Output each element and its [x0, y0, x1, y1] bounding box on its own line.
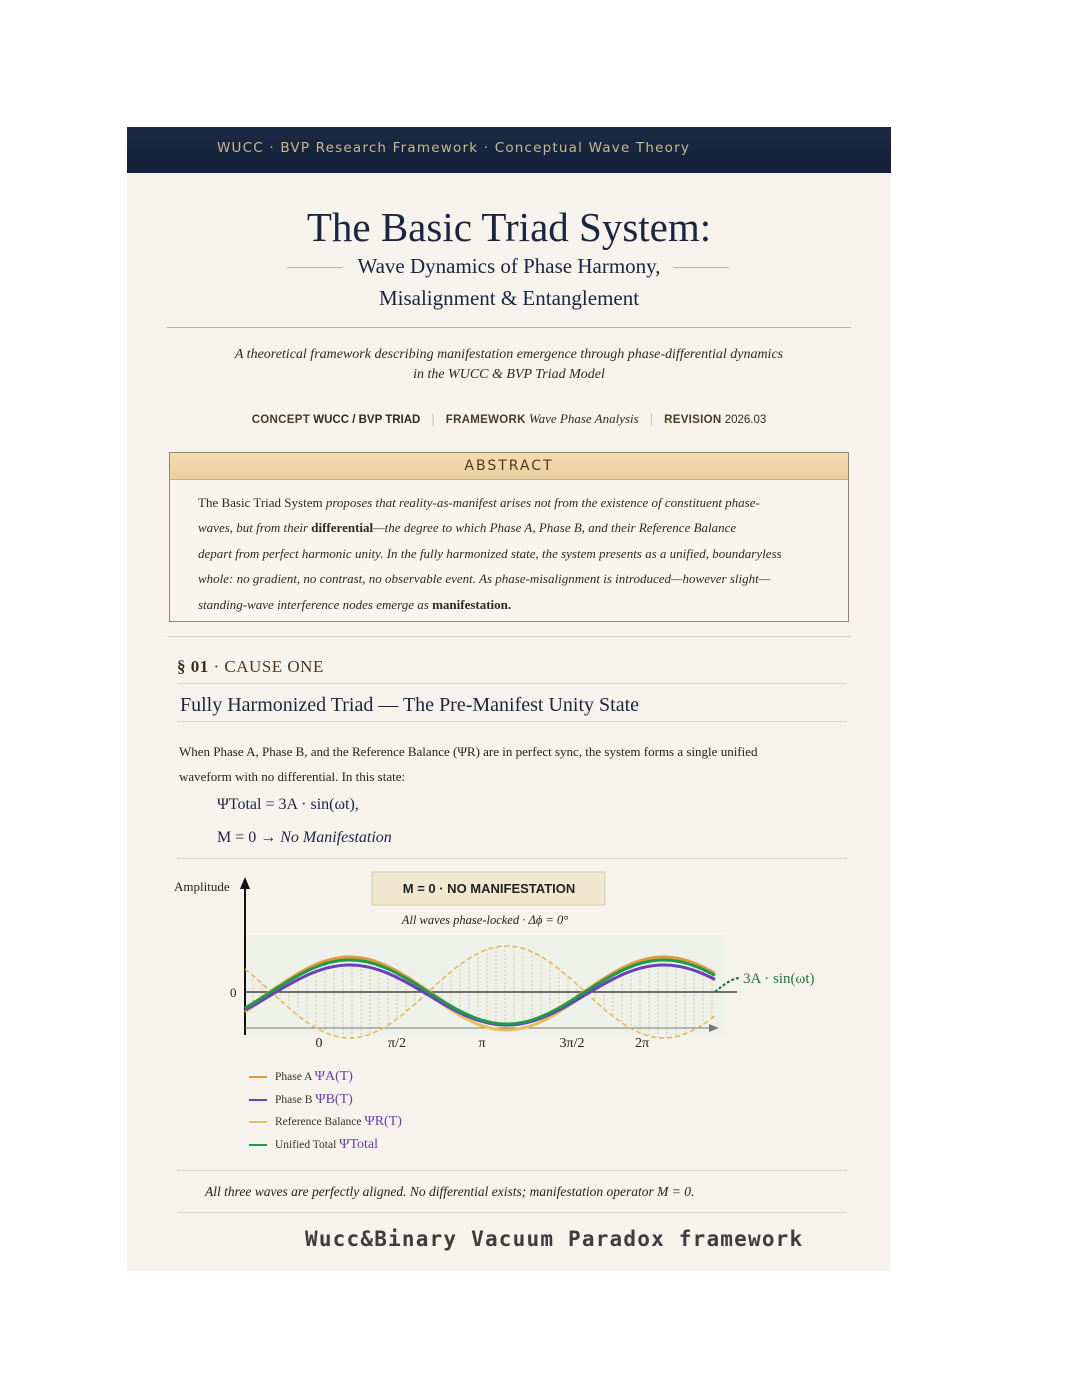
- page-title: The Basic Triad System:: [306, 204, 712, 250]
- abstract-text: waves, but from their: [198, 520, 312, 536]
- paragraph-line: When Phase A, Phase B, and the Reference Balance (ΨR) are in perfect sync, the system forms a single unified: [179, 744, 758, 759]
- legend-symbol: ΨR(T): [364, 1114, 402, 1129]
- revision-label: REVISION: [664, 414, 722, 426]
- caption-rule-bottom: [177, 1212, 847, 1213]
- legend-swatch: [249, 1076, 267, 1078]
- legend-symbol: ΨB(T): [315, 1091, 353, 1107]
- section-number: § 01: [177, 657, 209, 676]
- meta-line: CONCEPT WUCC / BVP TRIAD | FRAMEWORK Wave Phase Analysis | REVISION 2026.03: [251, 411, 767, 426]
- legend-swatch: [249, 1099, 267, 1101]
- subtitle-line-1: Wave Dynamics of Phase Harmony,: [357, 254, 661, 278]
- abstract-emphasis: manifestation.: [432, 596, 512, 612]
- x-tick-label: 3π/2: [559, 1036, 585, 1051]
- legend-swatch: [249, 1121, 267, 1123]
- legend-label: Phase A: [275, 1071, 315, 1083]
- legend-symbol: ΨA(T): [314, 1069, 353, 1084]
- abstract-term: The Basic Triad System: [198, 495, 323, 510]
- equation-total: ΨTotal = 3A · sin(ωt),: [217, 796, 359, 813]
- abstract-text: proposes that reality-as-manifest arises not from the existence of constituent phase-: [322, 495, 760, 510]
- legend-label: Phase B: [275, 1093, 316, 1106]
- paragraph-line: waveform with no differential. In this state:: [179, 769, 406, 784]
- figure-caption: All three waves are perfectly aligned. No differential exists; manifestation operator M = 0.: [205, 1184, 695, 1199]
- x-tick-label: 0: [315, 1036, 323, 1051]
- chart-title: M = 0 · NO MANIFESTATION: [402, 881, 576, 896]
- revision-value: 2026.03: [724, 414, 767, 426]
- y-axis-arrow-icon: [240, 877, 250, 889]
- abstract-text: depart from perfect harmonic unity. In the fully harmonized state, the system presents as a unified, boundaryless: [198, 545, 782, 561]
- section-sep: ·: [208, 657, 225, 676]
- y-axis-label: Amplitude: [174, 879, 230, 894]
- caption-rule-top: [177, 1170, 847, 1171]
- wave-chart: [127, 127, 891, 1087]
- y-tick-zero: 0: [230, 985, 237, 1000]
- x-tick-labels: [316, 1036, 650, 1051]
- abstract-text: —the degree to which Phase A, Phase B, and their Reference Balance: [373, 520, 737, 536]
- concept-value: WUCC / BVP TRIAD: [313, 414, 421, 426]
- abstract-text: whole: no gradient, no contrast, no observable event. As phase-misalignment is introduced—however slight—: [198, 571, 771, 587]
- framework-value: Wave Phase Analysis: [528, 411, 639, 426]
- x-tick-label: 2π: [634, 1036, 650, 1051]
- equation-lhs: M = 0 →: [217, 829, 281, 846]
- section-title: Fully Harmonized Triad — The Pre-Manifest Unity State: [180, 694, 640, 716]
- legend-swatch: [249, 1144, 267, 1146]
- header-text: WUCC · BVP Research Framework · Conceptual Wave Theory: [217, 140, 691, 156]
- wave-annotation: 3A · sin(ωt): [743, 971, 815, 987]
- lead-line-2: in the WUCC & BVP Triad Model: [413, 367, 605, 382]
- subtitle-line-2: Misalignment & Entanglement: [378, 286, 640, 310]
- legend-symbol: ΨTotal: [339, 1136, 379, 1152]
- chart-subtitle: All waves phase-locked · Δϕ = 0°: [401, 913, 569, 927]
- x-tick-label: π: [478, 1036, 486, 1051]
- legend-label: Unified Total: [275, 1138, 340, 1151]
- concept-label: CONCEPT: [251, 414, 311, 426]
- abstract-emphasis: differential: [311, 520, 374, 536]
- lead-line-1: A theoretical framework describing manifestation emergence through phase-differential dynamics: [234, 347, 784, 362]
- paper-page: [127, 127, 891, 1271]
- abstract-heading: ABSTRACT: [170, 453, 848, 480]
- abstract-text: standing-wave interference nodes emerge as: [198, 596, 433, 612]
- watermark-text: Wucc&Binary Vacuum Paradox framework: [305, 1227, 804, 1251]
- x-tick-label: π/2: [388, 1036, 406, 1051]
- legend-label: Reference Balance: [275, 1116, 365, 1128]
- equation-result: No Manifestation: [280, 829, 392, 846]
- section-label: CAUSE ONE: [224, 657, 324, 676]
- framework-label: FRAMEWORK: [445, 414, 526, 426]
